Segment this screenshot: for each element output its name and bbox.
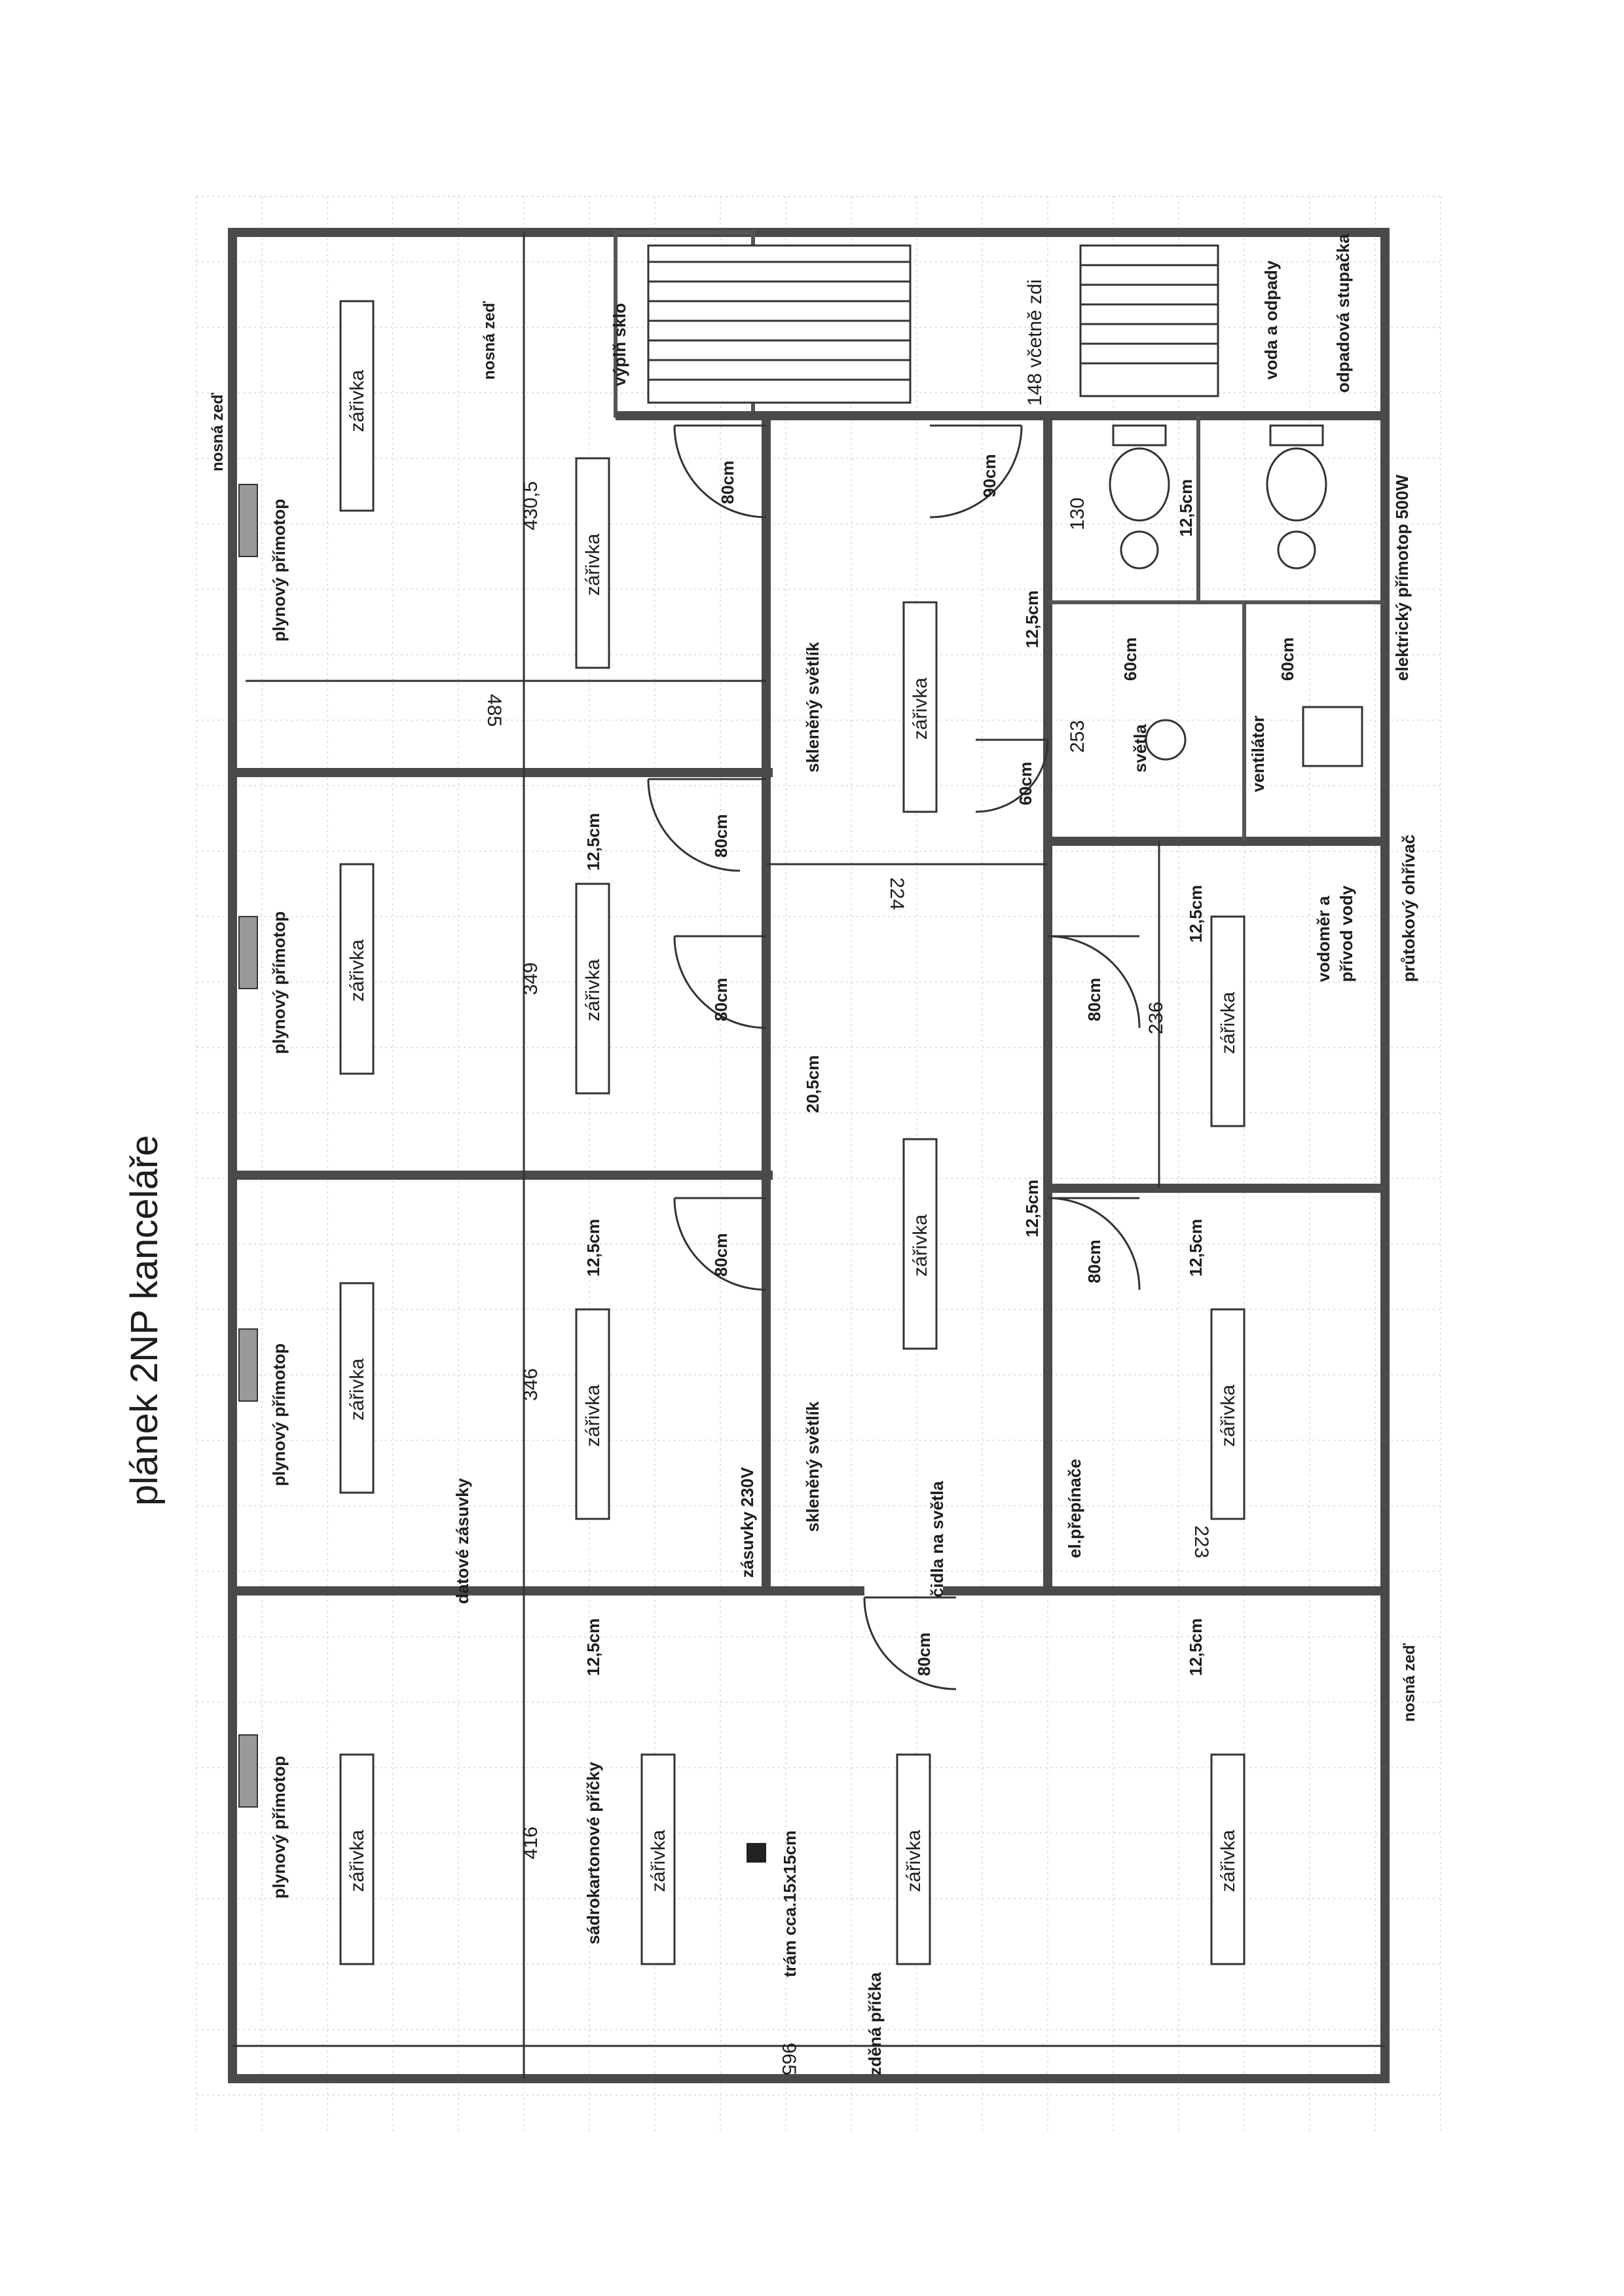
dim-416: 416 bbox=[520, 1826, 542, 1859]
light-label-7: zářivka bbox=[346, 1829, 368, 1892]
heater-label-2: plynový přímotop bbox=[269, 911, 289, 1054]
dim-349: 349 bbox=[520, 962, 542, 995]
thickness-3: 12,5cm bbox=[583, 1618, 603, 1676]
door-label-10: 60cm bbox=[1120, 637, 1140, 681]
door-label-8: 80cm bbox=[1084, 1239, 1104, 1283]
light-label-2: zářivka bbox=[582, 533, 604, 596]
toilet-1 bbox=[1110, 426, 1169, 568]
bearing-wall-label-2: nosná zeď bbox=[481, 301, 498, 380]
door-label-2: 90cm bbox=[980, 454, 999, 498]
door-label-7: 80cm bbox=[1084, 977, 1104, 1021]
light-label-10: zářivka bbox=[1217, 1829, 1239, 1892]
heater-4 bbox=[239, 1735, 257, 1807]
switches-label: el.přepínače bbox=[1065, 1459, 1084, 1558]
thickness-10: 12,5cm bbox=[1186, 1618, 1206, 1676]
beam-marker bbox=[747, 1843, 766, 1863]
data-sockets-label: datové zásuvky bbox=[452, 1478, 472, 1604]
door-label-4: 80cm bbox=[711, 977, 731, 1021]
door-9 bbox=[864, 1597, 956, 1689]
sensors-label: čidla na světla bbox=[927, 1481, 947, 1597]
lights-label: světla bbox=[1130, 724, 1150, 773]
dim-224: 224 bbox=[886, 877, 908, 911]
thickness-4: 20,5cm bbox=[803, 1055, 822, 1113]
light-label-13: zářivka bbox=[1217, 991, 1239, 1054]
light-label-1: zářivka bbox=[346, 369, 368, 432]
stairs-left bbox=[648, 246, 910, 403]
door-3 bbox=[648, 779, 766, 871]
light-label-9: zářivka bbox=[903, 1829, 925, 1892]
door-label-11: 60cm bbox=[1278, 637, 1297, 681]
background-grid bbox=[196, 196, 1441, 2134]
dim-430: 430,5 bbox=[520, 481, 542, 530]
beam-label: trám cca.15x15cm bbox=[780, 1830, 800, 1977]
thickness-5: 12,5cm bbox=[1022, 590, 1042, 648]
dim-236: 236 bbox=[1145, 1001, 1167, 1034]
dim-965: 965 bbox=[778, 2043, 800, 2076]
heater-3 bbox=[239, 1329, 257, 1401]
water-meter-label-1: vodoměr a bbox=[1314, 896, 1333, 982]
dim-223: 223 bbox=[1190, 1525, 1212, 1559]
heater-label-4: plynový přímotop bbox=[269, 1755, 289, 1899]
heater-label-1: plynový přímotop bbox=[269, 498, 289, 642]
door-label-9: 80cm bbox=[914, 1632, 934, 1676]
drywall-label: sádrokartonové příčky bbox=[583, 1762, 603, 1944]
page-title: plánek 2NP kanceláře bbox=[123, 1135, 166, 1506]
stairs-right bbox=[1080, 246, 1218, 396]
heater-1 bbox=[239, 484, 257, 556]
thickness-6: 12,5cm bbox=[1022, 1179, 1042, 1237]
dim-485: 485 bbox=[483, 694, 505, 727]
skylight-label-2: skleněný světlík bbox=[803, 1401, 822, 1532]
fan-label: ventilátor bbox=[1248, 715, 1268, 792]
light-label-14: zářivka bbox=[1217, 1384, 1239, 1447]
door-label-1: 80cm bbox=[718, 460, 737, 504]
thickness-9: 12,5cm bbox=[1186, 1218, 1206, 1277]
door-2 bbox=[930, 426, 1022, 517]
toilet-2 bbox=[1267, 426, 1326, 568]
plan-drawing bbox=[232, 232, 1385, 2079]
thickness-1: 12,5cm bbox=[583, 812, 603, 871]
water-heater-label: průtokový ohřívač bbox=[1399, 834, 1418, 982]
light-label-12: zářivka bbox=[910, 1214, 931, 1277]
bearing-wall-label-3: nosná zeď bbox=[1401, 1643, 1418, 1722]
door-label-3: 80cm bbox=[711, 814, 731, 858]
light-label-11: zářivka bbox=[910, 677, 931, 740]
sockets-label: zásuvky 230V bbox=[737, 1467, 757, 1578]
glass-fill-label: výplň sklo bbox=[610, 302, 629, 386]
dim-148: 148 včetně zdi bbox=[1024, 279, 1046, 406]
heater-2 bbox=[239, 917, 257, 989]
electric-heater-label: elektrický přímotop 500W bbox=[1392, 475, 1412, 681]
dim-253: 253 bbox=[1067, 720, 1088, 753]
door-6 bbox=[976, 740, 1048, 812]
light-label-4: zářivka bbox=[582, 958, 604, 1021]
dim-346: 346 bbox=[520, 1368, 542, 1401]
door-label-6: 60cm bbox=[1016, 761, 1035, 805]
light-label-6: zářivka bbox=[582, 1384, 604, 1447]
heater-label-3: plynový přímotop bbox=[269, 1343, 289, 1486]
bearing-wall-label-1: nosná zeď bbox=[209, 393, 227, 471]
water-meter-label-2: přívod vody bbox=[1337, 885, 1356, 982]
thickness-2: 12,5cm bbox=[583, 1218, 603, 1277]
light-label-3: zářivka bbox=[346, 939, 368, 1002]
thickness-8: 12,5cm bbox=[1186, 884, 1206, 943]
brick-wall-label: zděná příčka bbox=[865, 1972, 885, 2075]
light-label-5: zářivka bbox=[346, 1358, 368, 1421]
water-label: voda a odpady bbox=[1261, 260, 1281, 380]
thickness-7: 12,5cm bbox=[1176, 479, 1196, 537]
door-label-5: 80cm bbox=[711, 1233, 731, 1277]
light-label-8: zářivka bbox=[648, 1829, 669, 1892]
dim-130: 130 bbox=[1067, 497, 1088, 530]
skylight-label-1: skleněný světlík bbox=[803, 642, 822, 773]
waste-riser-label: odpadová stupačka bbox=[1333, 234, 1353, 393]
